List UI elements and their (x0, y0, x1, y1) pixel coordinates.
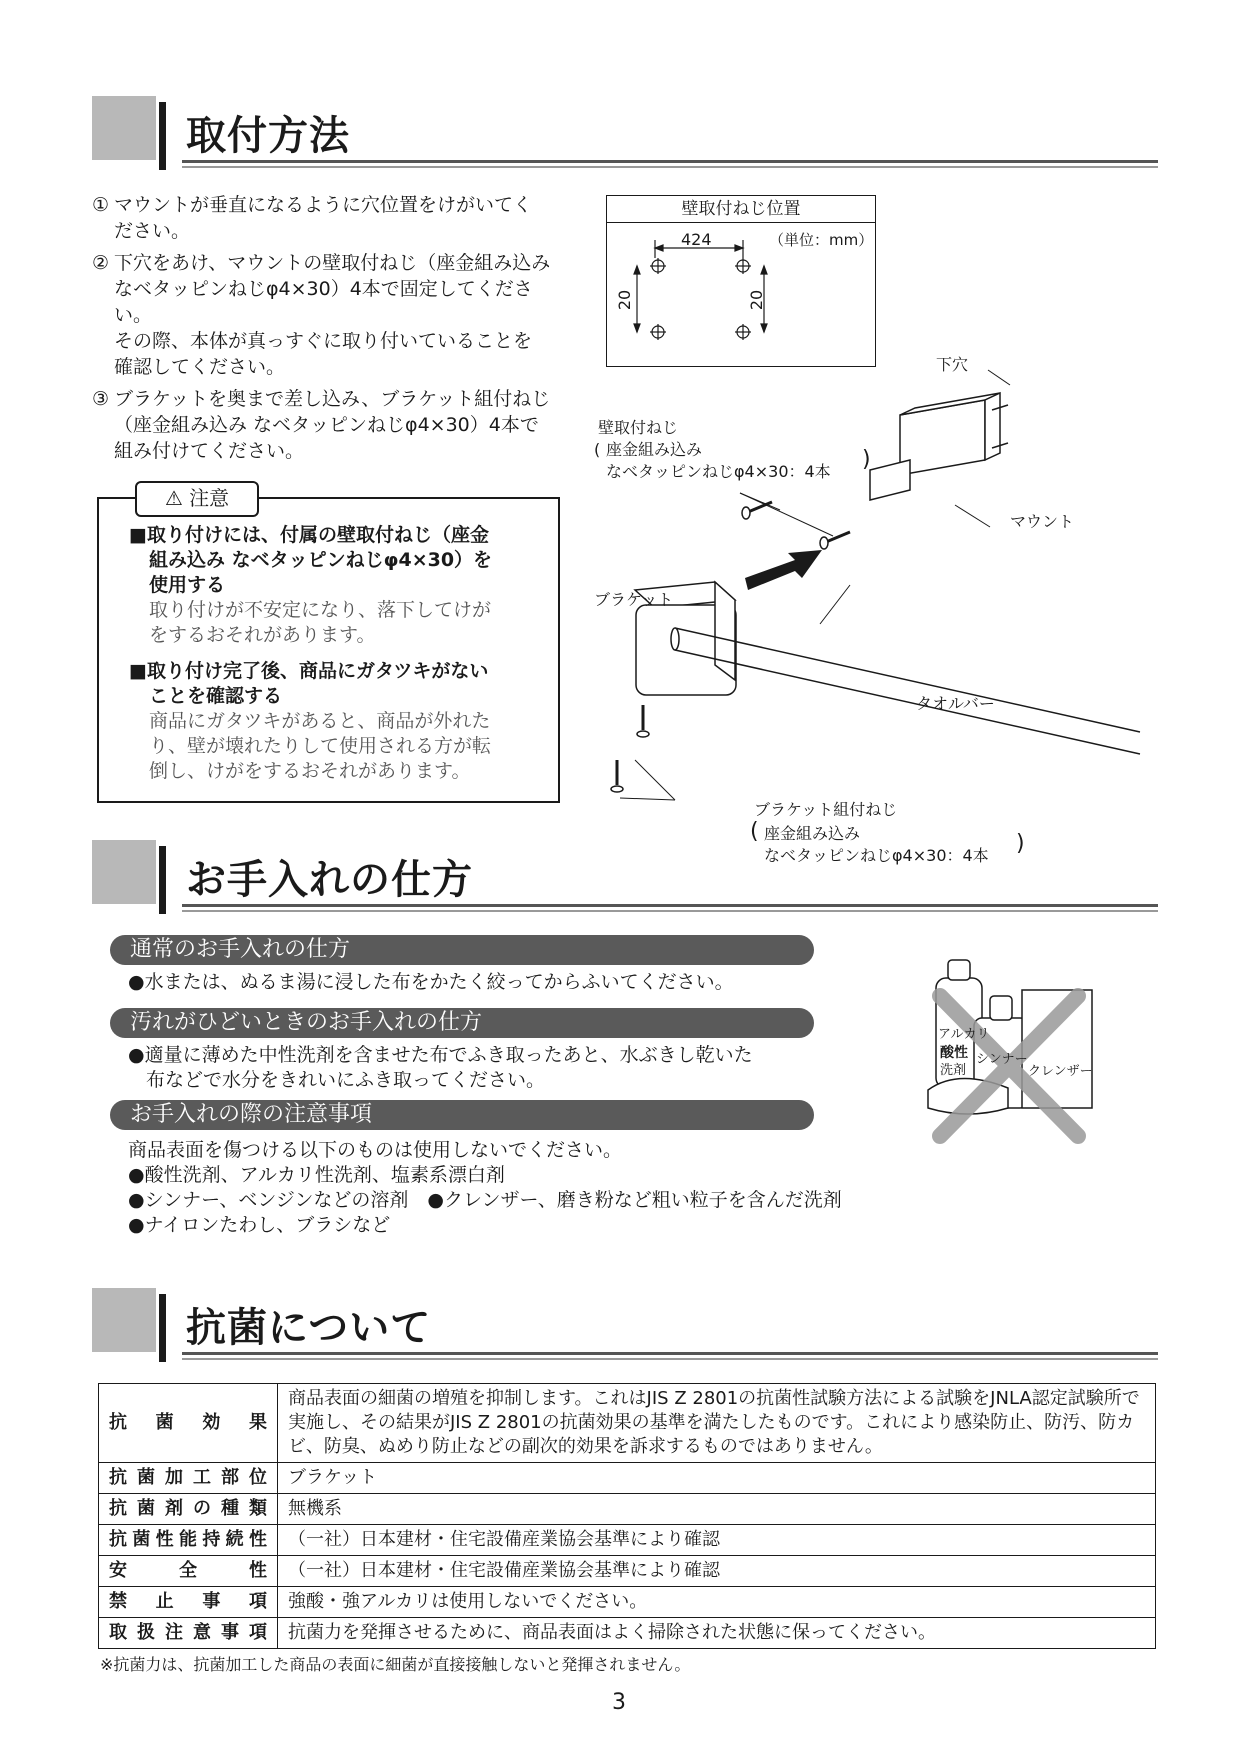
table-key: 抗菌効果 (99, 1384, 278, 1463)
table-row (99, 1587, 1156, 1618)
table-key: 禁止事項 (99, 1587, 278, 1618)
direction-arrow-icon (745, 550, 822, 590)
label-bracket-screw-spec: なベタッピンねじφ4×30：4本 (764, 846, 989, 865)
step-text: （座金組み込み なベタッピンねじφ4×30）4本で (114, 414, 539, 436)
unit-label: （単位：mm） (769, 231, 874, 249)
install-step (92, 192, 572, 244)
step-text: ブラケットを奥まで差し込み、ブラケット組付ねじ (114, 388, 551, 410)
header-rule (182, 1358, 1158, 1360)
header-block (92, 96, 156, 160)
table-row (99, 1525, 1156, 1556)
caution-description: をするおそれがあります。 (149, 624, 376, 646)
bracket-paren: ( (594, 440, 601, 459)
caution-heading: ■取り付けには、付属の壁取付ねじ（座金 (129, 524, 489, 546)
header-block (92, 840, 156, 904)
illus-label: 酸性 (940, 1045, 968, 1061)
step-text: 確認してください。 (114, 356, 286, 378)
caution-description: 商品にガタツキがあると、商品が外れた (149, 710, 491, 732)
header-bar (159, 846, 166, 914)
label-mount: マウント (1010, 512, 1075, 531)
section-header-antibac (92, 1288, 1158, 1368)
caution-description: 取り付けが不安定になり、落下してけが (149, 599, 492, 621)
install-step (92, 386, 572, 464)
care-subheading-normal: 通常のお手入れの仕方 (110, 935, 814, 965)
table-row (99, 1384, 1156, 1463)
dim-width-label: 424 (681, 230, 712, 249)
caution-box (97, 486, 560, 803)
table-value: 無機系 (278, 1494, 1156, 1525)
table-row (99, 1556, 1156, 1587)
section-title: お手入れの仕方 (186, 857, 473, 903)
caution-heading: 使用する (149, 574, 226, 596)
table-value: 強酸・強アルカリは使用しないでください。 (278, 1587, 1156, 1618)
step-text: い。 (114, 304, 153, 326)
header-bar (159, 1294, 166, 1362)
table-key: 取扱注意事項 (99, 1618, 278, 1649)
dim-left-label: 20 (615, 289, 635, 311)
step-number: ② (92, 252, 110, 274)
section-title: 抗菌について (186, 1305, 432, 1351)
label-wall-screw-spec: なベタッピンねじφ4×30：4本 (606, 462, 831, 481)
bracket-screw (611, 760, 623, 792)
header-rule (182, 166, 1158, 168)
care-dirty-text: ●適量に薄めた中性洗剤を含ませた布でふき取ったあと、水ぶきし乾いた (128, 1044, 753, 1066)
label-wall-screw-spec: 座金組み込み (606, 440, 703, 459)
step-number: ① (92, 194, 110, 216)
care-subheading-notes: お手入れの際の注意事項 (110, 1100, 814, 1130)
bracket-paren: ( (750, 819, 759, 844)
step-text: 組み付けてください。 (114, 440, 305, 462)
towel-bar (675, 628, 1140, 732)
header-rule (182, 160, 1158, 163)
bracket-screw (637, 705, 649, 737)
mount-tongue (870, 460, 910, 500)
caution-item (129, 659, 491, 784)
caution-heading: ■取り付け完了後、商品にガタツキがない (129, 660, 489, 682)
care-normal-text: ●水または、ぬるま湯に浸した布をかたく絞ってからふいてください。 (128, 971, 734, 993)
label-pilot-hole: 下穴 (936, 355, 969, 374)
table-row (99, 1618, 1156, 1649)
care-notes-item: ●ナイロンたわし、ブラシなど (128, 1214, 391, 1236)
step-text: 下穴をあけ、マウントの壁取付ねじ（座金組み込み (114, 252, 551, 274)
antibac-table (98, 1383, 1156, 1649)
page-number: 3 (612, 1690, 626, 1715)
section-title: 取付方法 (186, 113, 350, 159)
illus-label: クレンザー (1028, 1064, 1093, 1079)
prohibited-cleaners-illustration (918, 958, 1100, 1146)
header-rule (182, 904, 1158, 907)
label-towel-bar: タオルバー (916, 694, 995, 713)
label-bracket: ブラケット (594, 590, 674, 609)
hole-diagram (607, 196, 875, 366)
table-value: 商品表面の細菌の増殖を抑制します。これはJIS Z 2801の抗菌性試験方法による試験をJNLA認定試験所で実施し、その結果がJIS Z 2801の抗菌効果の基準を満たしたものです。これにより感染防止、防汚、防カビ、防臭、ぬめり防止などの副次的効果を訴求するものではありません。 (278, 1384, 1156, 1463)
bracket-paren: ) (862, 447, 871, 472)
section-header-care (92, 840, 1158, 920)
caution-description: 倒し、けがをするおそれがあります。 (149, 760, 471, 782)
hole-box-title: 壁取付ねじ位置 (607, 196, 875, 223)
label-bracket-screw-spec: 座金組み込み (764, 824, 861, 843)
care-dirty-text: 布などで水分をきれいにふき取ってください。 (146, 1069, 546, 1091)
table-value: 抗菌力を発揮させるために、商品表面はよく掃除された状態に保ってください。 (278, 1618, 1156, 1649)
care-notes-item: ●シンナー、ベンジンなどの溶剤 ●クレンザー、磨き粉など粗い粒子を含んだ洗剤 (128, 1189, 842, 1211)
label-wall-screw: 壁取付ねじ (598, 418, 679, 437)
caution-badge-label: 注意 (189, 486, 230, 510)
hole-position-box (606, 195, 876, 367)
step-text: ださい。 (114, 220, 191, 242)
table-value: （一社）日本建材・住宅設備産業協会基準により確認 (278, 1525, 1156, 1556)
header-rule (182, 1352, 1158, 1355)
header-block (92, 1288, 156, 1352)
table-value: （一社）日本建材・住宅設備産業協会基準により確認 (278, 1556, 1156, 1587)
label-bracket-screw: ブラケット組付ねじ (754, 800, 898, 819)
header-rule (182, 910, 1158, 912)
caution-item (129, 523, 492, 648)
care-notes-item: ●酸性洗剤、アルカリ性洗剤、塩素系漂白剤 (128, 1164, 505, 1186)
wall-screw (820, 532, 850, 549)
warning-icon: ⚠ (164, 486, 183, 510)
table-key: 抗菌加工部位 (99, 1463, 278, 1494)
caution-heading: 組み込み なベタッピンねじφ4×30）を (149, 549, 493, 571)
table-key: 抗菌剤の種類 (99, 1494, 278, 1525)
care-subheading-dirty: 汚れがひどいときのお手入れの仕方 (110, 1008, 814, 1038)
install-steps (92, 192, 572, 470)
illus-label: シンナー (976, 1052, 1028, 1067)
table-row (99, 1463, 1156, 1494)
dim-right-label: 20 (747, 289, 767, 311)
caution-badge (135, 481, 259, 517)
illus-label: 洗剤 (940, 1063, 967, 1078)
antibac-footnote: ※抗菌力は、抗菌加工した商品の表面に細菌が直接接触しないと発揮されません。 (100, 1655, 691, 1674)
section-header-install (92, 96, 1158, 176)
table-row (99, 1494, 1156, 1525)
step-text: その際、本体が真っすぐに取り付いていることを (114, 330, 533, 352)
install-step (92, 250, 572, 380)
caution-heading: ことを確認する (149, 685, 283, 707)
step-text: マウントが垂直になるように穴位置をけがいてく (114, 194, 533, 216)
illus-label: アルカリ (938, 1027, 990, 1042)
caution-description: り、壁が壊れたりして使用される方が転 (149, 735, 492, 757)
table-value: ブラケット (278, 1463, 1156, 1494)
step-number: ③ (92, 388, 110, 410)
table-key: 抗菌性能持続性 (99, 1525, 278, 1556)
care-notes-intro: 商品表面を傷つける以下のものは使用しないでください。 (128, 1139, 623, 1161)
header-bar (159, 102, 166, 170)
bracket-paren: ) (1016, 831, 1025, 856)
step-text: なベタッピンねじφ4×30）4本で固定してくださ (114, 278, 533, 300)
table-key: 安全性 (99, 1556, 278, 1587)
